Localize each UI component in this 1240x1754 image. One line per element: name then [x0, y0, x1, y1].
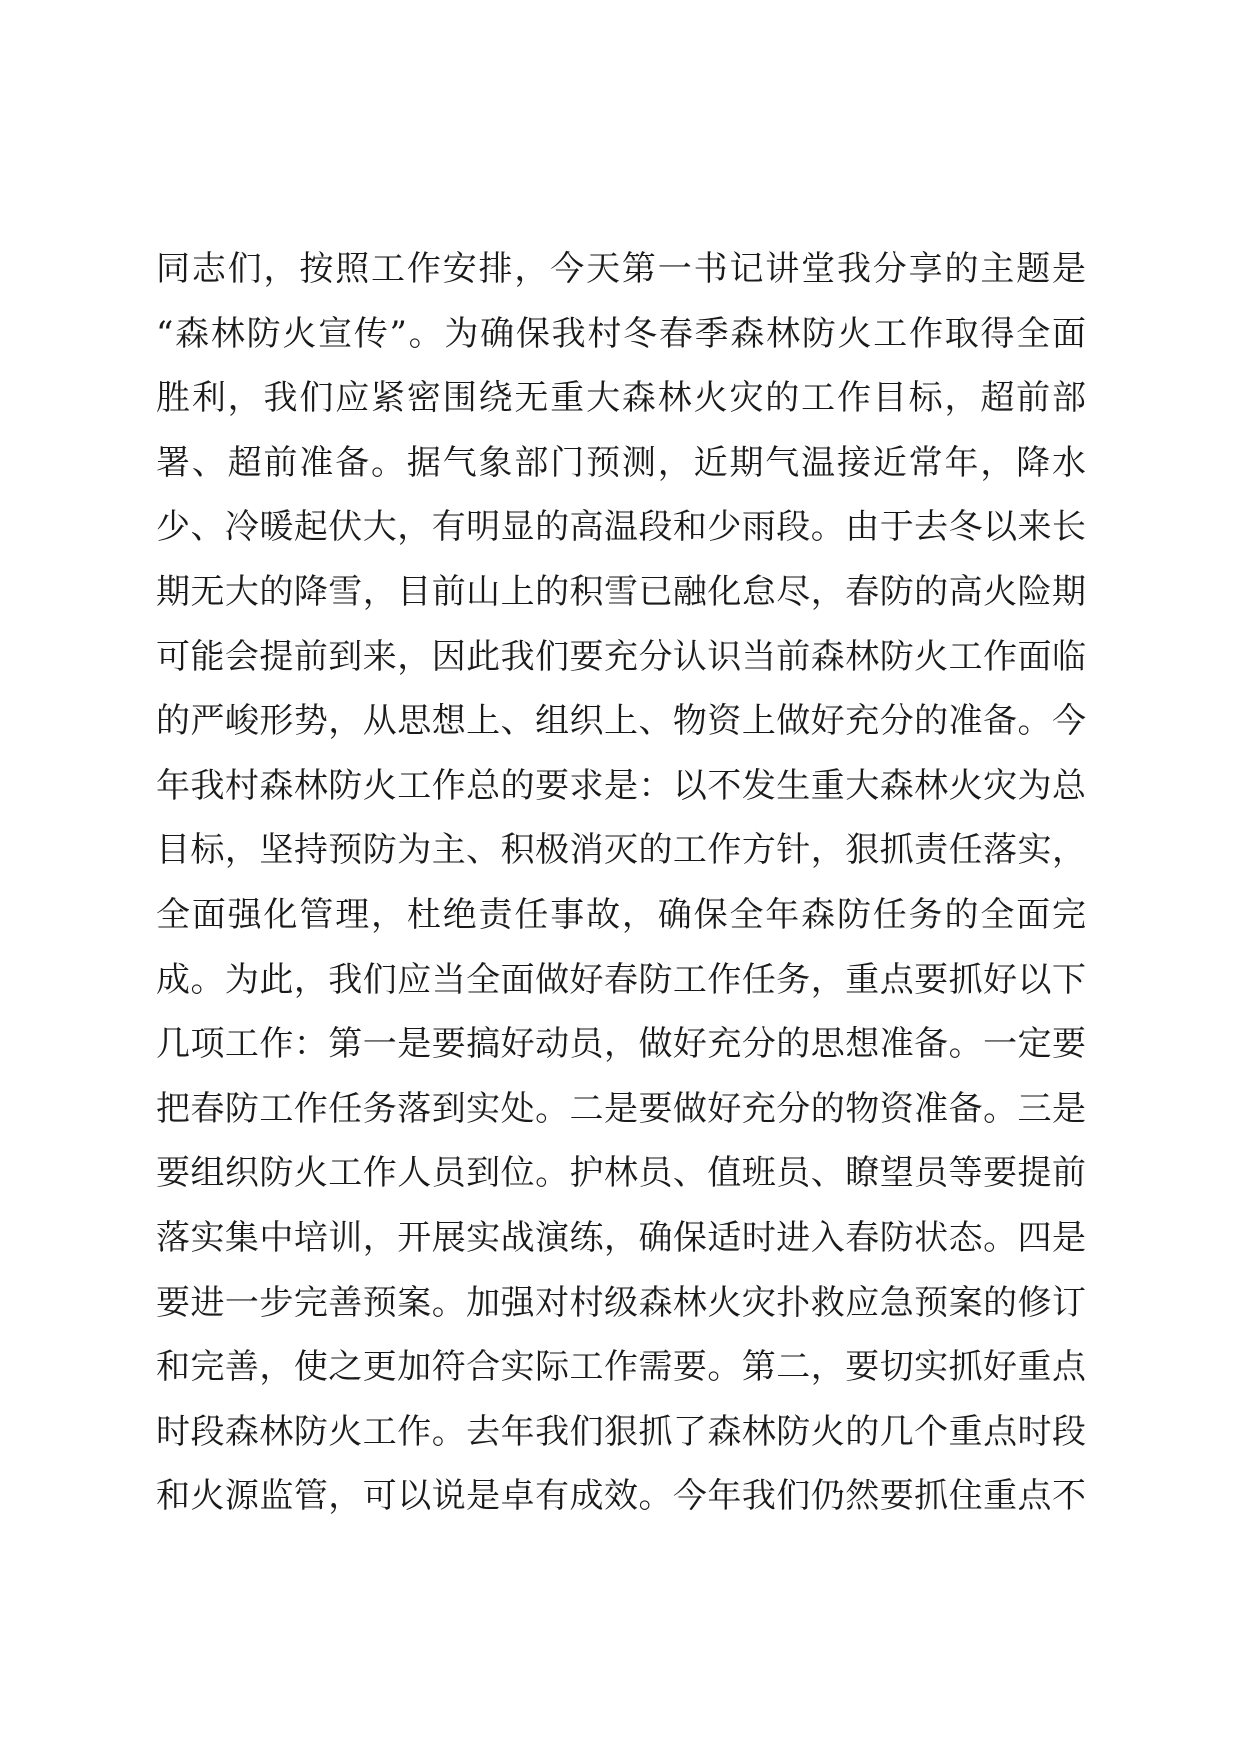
paragraph-line: 全面强化管理，杜绝责任事故，确保全年森防任务的全面完 — [156, 894, 1086, 935]
paragraph-line: 年我村森林防火工作总的要求是：以不发生重大森林火灾为总 — [156, 765, 1086, 806]
paragraph-line: 可能会提前到来，因此我们要充分认识当前森林防火工作面临 — [156, 636, 1086, 677]
paragraph-line: 时段森林防火工作。去年我们狠抓了森林防火的几个重点时段 — [156, 1411, 1086, 1452]
paragraph-line: 和火源监管，可以说是卓有成效。今年我们仍然要抓住重点不 — [156, 1476, 1086, 1517]
paragraph-line: 期无大的降雪，目前山上的积雪已融化怠尽，春防的高火险期 — [156, 571, 1086, 612]
paragraph-line: 把春防工作任务落到实处。二是要做好充分的物资准备。三是 — [156, 1088, 1086, 1129]
paragraph-line: 的严峻形势，从思想上、组织上、物资上做好充分的准备。今 — [156, 701, 1086, 742]
paragraph-line: 少、冷暖起伏大，有明显的高温段和少雨段。由于去冬以来长 — [156, 507, 1086, 548]
paragraph-line: 同志们，按照工作安排，今天第一书记讲堂我分享的主题是 — [156, 249, 1086, 289]
paragraph-line: 胜利，我们应紧密围绕无重大森林火灾的工作目标，超前部 — [156, 378, 1086, 419]
paragraph-line: 成。为此，我们应当全面做好春防工作任务，重点要抓好以下 — [156, 959, 1086, 1000]
paragraph-line: 署、超前准备。据气象部门预测，近期气温接近常年，降水 — [156, 442, 1086, 483]
paragraph-line: “森林防火宣传”。为确保我村冬春季森林防火工作取得全面 — [156, 313, 1086, 354]
paragraph-line: 几项工作：第一是要搞好动员，做好充分的思想准备。一定要 — [156, 1024, 1086, 1065]
paragraph-line: 要组织防火工作人员到位。护林员、值班员、瞭望员等要提前 — [156, 1153, 1086, 1194]
paragraph-line: 要进一步完善预案。加强对村级森林火灾扑救应急预案的修订 — [156, 1282, 1086, 1323]
paragraph-line: 落实集中培训，开展实战演练，确保适时进入春防状态。四是 — [156, 1217, 1086, 1258]
paragraph-line: 目标，坚持预防为主、积极消灭的工作方针，狠抓责任落实， — [156, 830, 1086, 871]
paragraph-line: 和完善，使之更加符合实际工作需要。第二，要切实抓好重点 — [156, 1347, 1086, 1388]
body-paragraph — [156, 237, 1086, 1529]
